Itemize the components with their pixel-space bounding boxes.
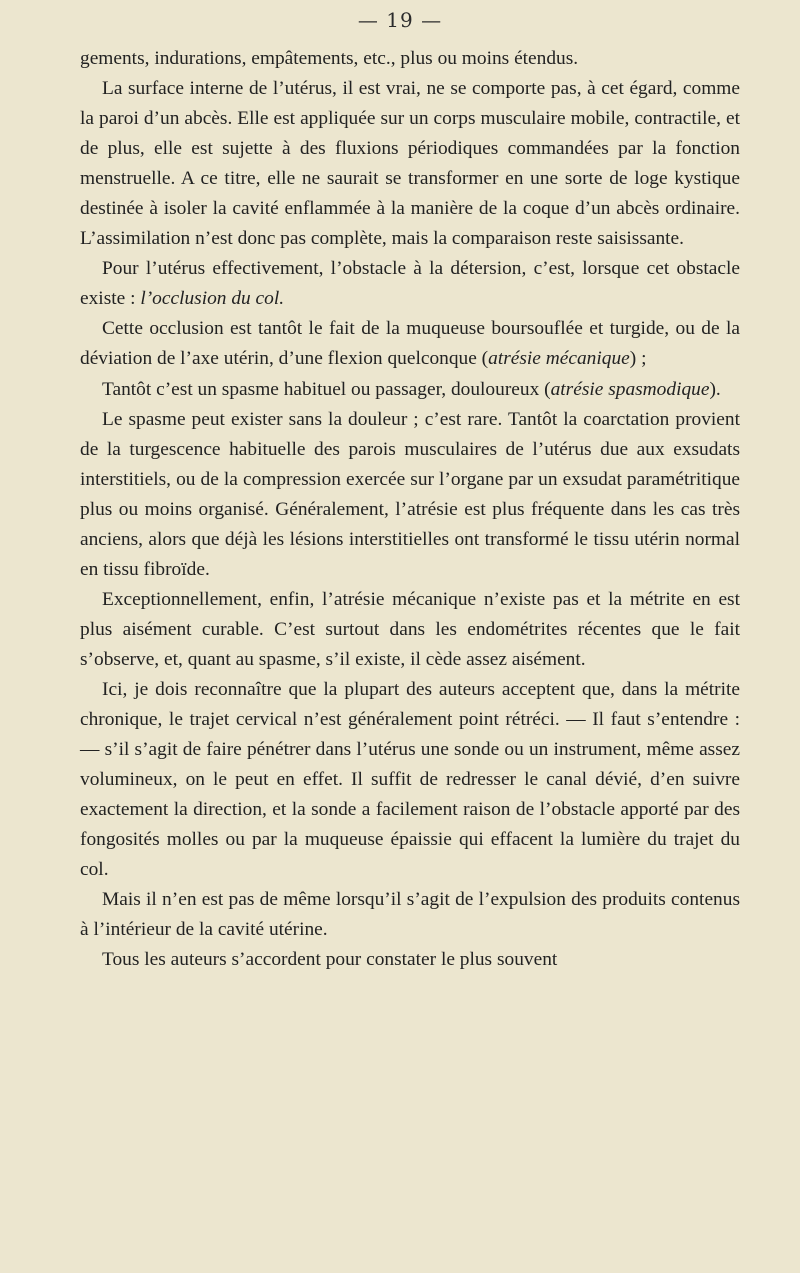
italic-term: l’occlusion du col. [140,288,285,310]
paragraph [80,254,740,314]
text-segment: Exceptionnellement, enfin, l’atrésie mécanique n’existe pas et la métrite en est plus aisément curable. C’est surtout dans les endométrites récentes que le fait s’observe, et, quant au spasme, s’il existe, il cède assez aisément. [80,588,740,670]
text-segment: Le spasme peut exister sans la douleur ; c’est rare. Tantôt la coarctation provient de la turgescence habituelle des parois musculaires de l’utérus due aux exsudats interstitiels, ou de la compression exercée sur l’organe par un exsudat paramétritique plus ou moins organisé. Généralement, l’atrésie est plus fréquente dans les cas très anciens, alors que déjà les lésions interstitielles ont transformé le tissu utérin normal en tissu fibroïde. [80,408,740,580]
paragraph [80,405,740,585]
paragraph [80,74,740,254]
page-body-text [80,44,740,975]
text-segment: Tantôt c’est un spasme habituel ou passager, douloureux ( [102,378,551,400]
text-segment: Pour l’utérus effectivement, l’obstacle à la détersion, c’est, lorsque cet obstacle existe : [80,258,740,310]
text-segment: La surface interne de l’utérus, il est vrai, ne se comporte pas, à cet égard, comme la paroi d’un abcès. Elle est appliquée sur un corps musculaire mobile, contractile, et de plus, elle est sujette à des fluxions périodiques commandées par la fonction menstruelle. A ce titre, elle ne saurait se transformer en une sorte de loge kystique destinée à isoler la cavité enflammée à la manière de la coque d’un abcès ordinaire. L’assimilation n’est donc pas complète, mais la comparaison reste saisissante. [80,78,740,250]
text-segment: ). [709,378,721,400]
paragraph [80,375,740,405]
paragraph [80,675,740,885]
text-segment: Tous les auteurs s’accordent pour constater le plus souvent [102,949,558,971]
text-segment: Mais il n’en est pas de même lorsqu’il s’agit de l’expulsion des produits contenus à l’intérieur de la cavité utérine. [80,889,740,941]
paragraph [80,314,740,374]
paragraph [80,44,740,74]
text-segment: Ici, je dois reconnaître que la plupart des auteurs acceptent que, dans la métrite chronique, le trajet cervical n’est généralement point rétréci. — Il faut s’entendre : — s’il s’agit de faire pénétrer dans l’utérus une sonde ou un instrument, même assez volumineux, on le peut en effet. Il suffit de redresser le canal dévié, d’en suivre exactement la direction, et la sonde a facilement raison de l’obstacle apporté par des fongosités molles ou par la muqueuse épaissie qui effacent la lumière du trajet du col. [80,678,740,881]
italic-term: atrésie spasmodique [550,378,710,400]
paragraph [80,585,740,675]
text-segment: Cette occlusion est tantôt le fait de la muqueuse boursouflée et turgide, ou de la déviation de l’axe utérin, d’une flexion quelconque ( [80,318,740,370]
text-segment: gements, indurations, empâtements, etc., plus ou moins étendus. [80,48,579,69]
paragraph [80,885,740,945]
paragraph [80,945,740,975]
page-number: — 19 — [357,8,443,32]
italic-term: atrésie mécanique [488,348,630,370]
text-segment: ) ; [629,348,647,370]
